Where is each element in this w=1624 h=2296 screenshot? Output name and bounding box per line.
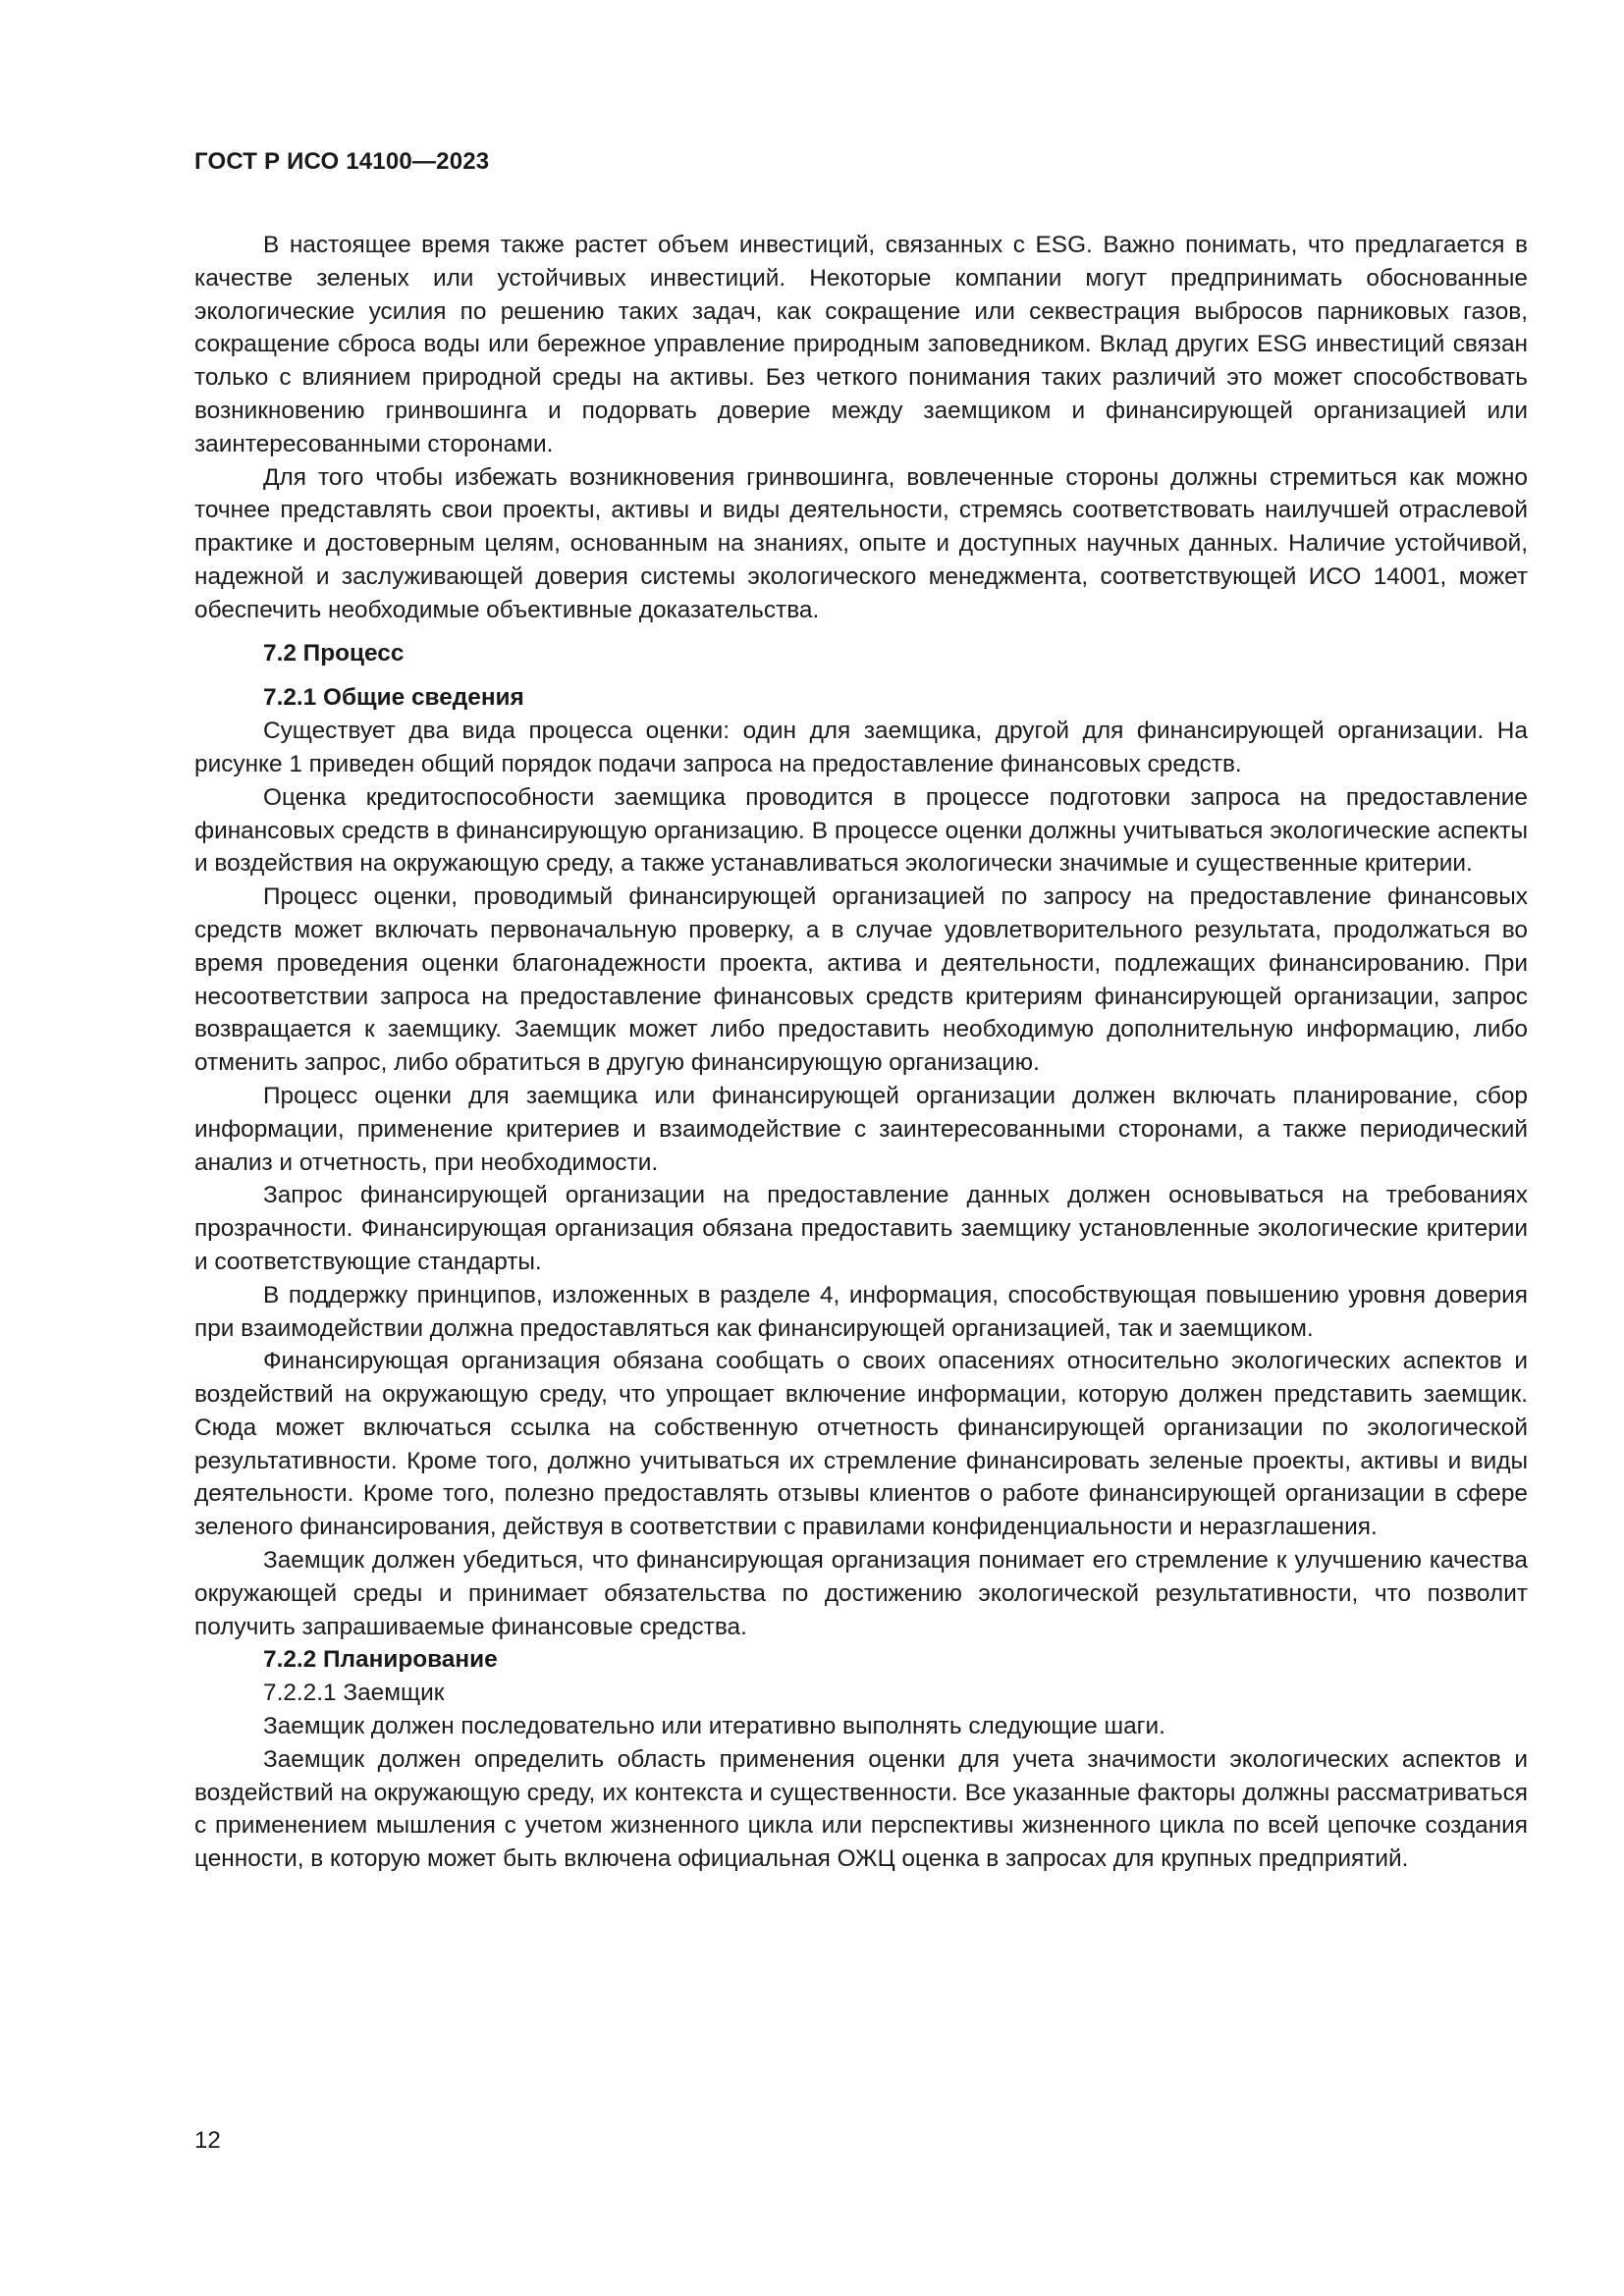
paragraph: Запрос финансирующей организации на предоставление данных должен основываться на требованиях прозрачности. Финансирующая организация обязана предоставить заемщику установленные экологические критерии и соответствующие стандарты. [194,1182,1528,1275]
paragraph: В поддержку принципов, изложенных в разделе 4, информация, способствующая повышению уровня доверия при взаимодействии должна предоставляться как финансирующей организацией, так и заемщиком. [194,1281,1528,1342]
paragraph: Для того чтобы избежать возникновения гринвошинга, вовлеченные стороны должны стремиться как можно точнее представлять свои проекты, активы и виды деятельности, стремясь соответствовать наилучшей отраслевой практике и достоверным целям, основанным на знаниях, опыте и доступных научных данных. Наличие устойчивой, надежной и заслуживающей доверия системы экологического менеджмента, соответствующей ИСО 14001, может обеспечить необходимые объективные доказательства. [194,463,1528,623]
running-header: ГОСТ Р ИСО 14100—2023 [194,148,490,175]
paragraph: Существует два вида процесса оценки: один для заемщика, другой для финансирующей организации. На рисунке 1 приведен общий порядок подачи запроса на предоставление финансовых средств. [194,718,1528,777]
paragraph: Заемщик должен последовательно или итеративно выполнять следующие шаги. [263,1713,1165,1740]
section-heading-7-2-1: 7.2.1 Общие сведения [263,684,524,712]
section-heading-7-2-2-1: 7.2.2.1 Заемщик [263,1680,445,1707]
paragraph: Финансирующая организация обязана сообщать о своих опасениях относительно экологических аспектов и воздействий на окружающую среду, что упрощает включение информации, которую должен представить заемщик. Сюда может включаться ссылка на собственную отчетность финансирующей организации по экологической результативности. Кроме того, должно учитываться их стремление финансировать зеленые проекты, активы и виды деятельности. Кроме того, полезно предоставлять отзывы клиентов о работе финансирующей организации в сфере зеленого финансирования, действуя в соответствии с правилами конфиденциальности и неразглашения. [194,1348,1528,1541]
paragraph: Процесс оценки, проводимый финансирующей организацией по запросу на предоставление финансовых средств может включать первоначальную проверку, а в случае удовлетворительного результата, продолжаться во время проведения оценки благонадежности проекта, актива и деятельности, подлежащих финансированию. При несоответствии запроса на предоставление финансовых средств критериям финансирующей организации, запрос возвращается к заемщику. Заемщик может либо предоставить необходимую дополнительную информацию, либо отменить запрос, либо обратиться в другую финансирующую организацию. [194,883,1528,1077]
paragraph: Оценка кредитоспособности заемщика проводится в процессе подготовки запроса на предоставление финансовых средств в финансирующую организацию. В процессе оценки должны учитываться экологические аспекты и воздействия на окружающую среду, а также устанавливаться экологически значимые и существенные критерии. [194,783,1528,878]
paragraph: Заемщик должен убедиться, что финансирующая организация понимает его стремление к улучшению качества окружающей среды и принимает обязательства по достижению экологической результативности, что позволит получить запрашиваемые финансовые средства. [194,1547,1528,1640]
section-heading-7-2-2: 7.2.2 Планирование [263,1646,498,1674]
page-number: 12 [194,2127,221,2154]
paragraph: В настоящее время также растет объем инвестиций, связанных с ESG. Важно понимать, что предлагается в качестве зеленых или устойчивых инвестиций. Некоторые компании могут предпринимать обоснованные экологические усилия по решению таких задач, как сокращение или секвестрация выбросов парниковых газов, сокращение сброса воды или бережное управление природным заповедником. Вклад других ESG инвестиций связан только с влиянием природной среды на активы. Без четкого понимания таких различий это может способствовать возникновению гринвошинга и подорвать доверие между заемщиком и финансирующей организацией или заинтересованными сторонами. [194,232,1528,457]
document-body [194,229,1528,1876]
paragraph: Процесс оценки для заемщика или финансирующей организации должен включать планирование, сбор информации, применение критериев и взаимодействие с заинтересованными сторонами, а также периодический анализ и отчетность, при необходимости. [194,1082,1528,1176]
paragraph: Заемщик должен определить область применения оценки для учета значимости экологических аспектов и воздействий на окружающую среду, их контекста и существенности. Все указанные факторы должны рассматриваться с применением мышления с учетом жизненного цикла или перспективы жизненного цикла по всей цепочке создания ценности, в которую может быть включена официальная ОЖЦ оценка в запросах для крупных предприятий. [194,1745,1528,1873]
section-heading-7-2: 7.2 Процесс [263,639,405,667]
